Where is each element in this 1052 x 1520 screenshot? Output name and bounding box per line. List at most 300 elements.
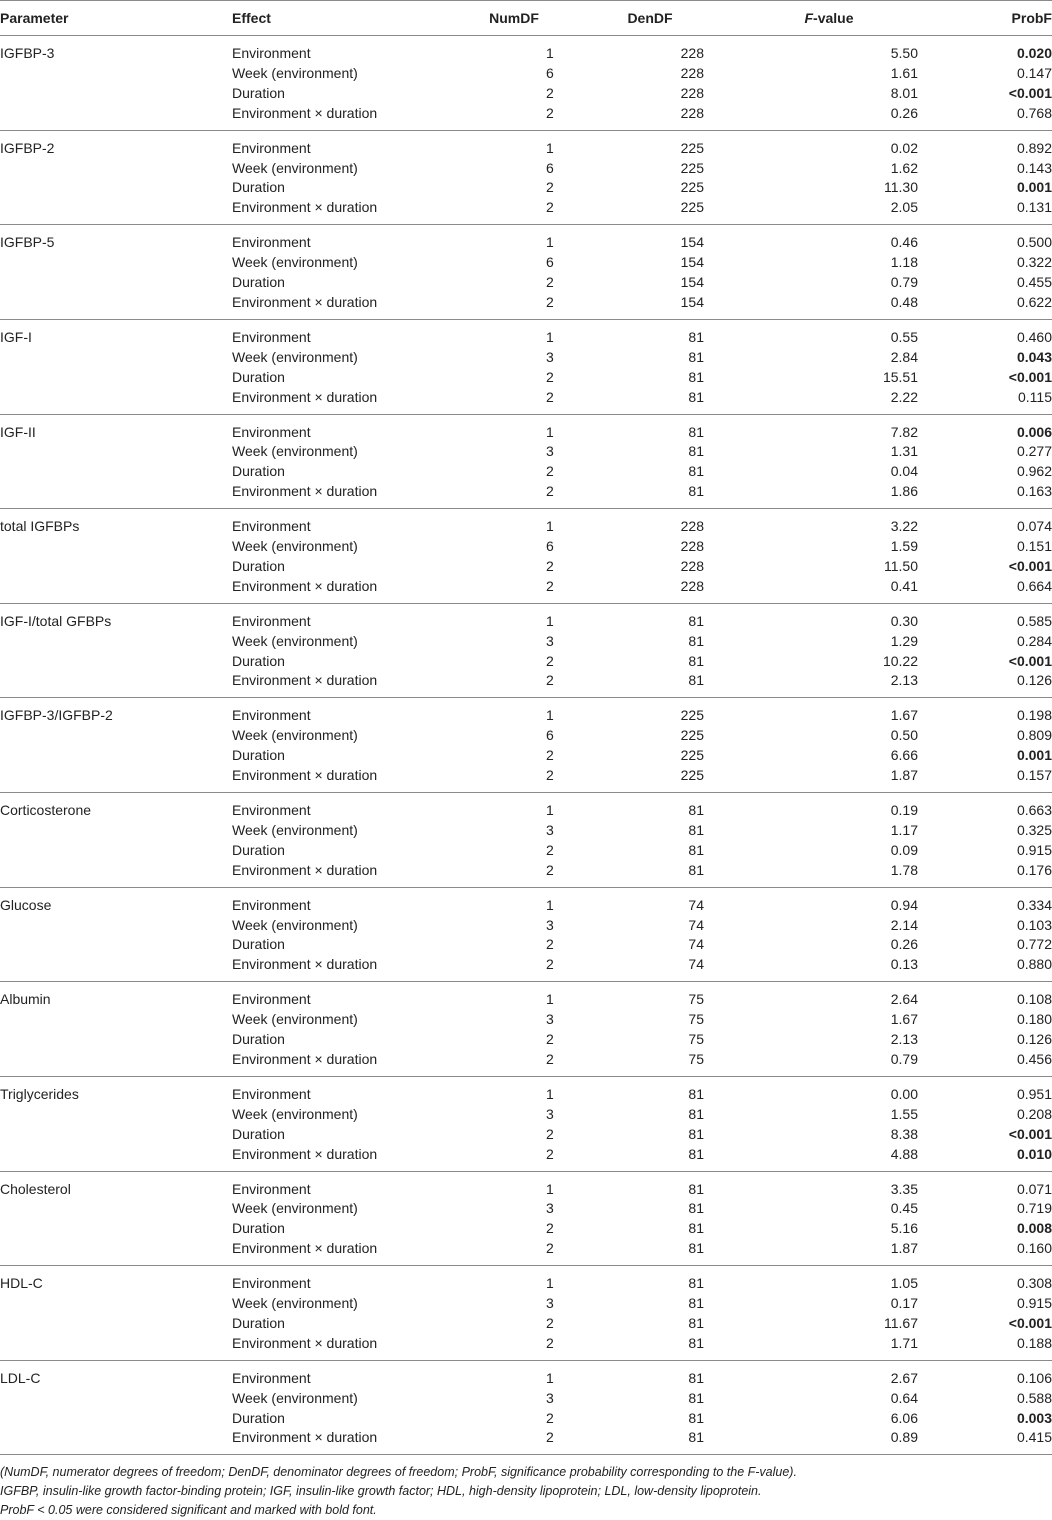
cell-parameter xyxy=(0,104,232,130)
cell-effect: Environment × duration xyxy=(232,1145,378,1162)
cell-probf: 0.664 xyxy=(1016,577,1052,594)
cell-parameter xyxy=(0,1294,232,1314)
table-row xyxy=(0,916,1052,936)
table-row xyxy=(0,178,1052,198)
cell-numdf: 1 xyxy=(546,896,554,913)
cell-dendf: 81 xyxy=(688,612,704,629)
cell-effect: Environment × duration xyxy=(232,672,378,689)
cell-dendf: 81 xyxy=(688,1334,704,1351)
cell-numdf: 3 xyxy=(546,1200,554,1217)
table-row xyxy=(0,1145,1052,1171)
cell-numdf: 3 xyxy=(546,1389,554,1406)
table-row xyxy=(0,793,1052,821)
cell-fvalue: 5.50 xyxy=(890,45,918,61)
cell-dendf: 81 xyxy=(688,1105,704,1122)
cell-parameter: Albumin xyxy=(0,991,51,1008)
cell-probf: 0.071 xyxy=(1016,1180,1052,1197)
cell-parameter xyxy=(0,253,232,273)
table-row xyxy=(0,1219,1052,1239)
cell-dendf: 225 xyxy=(680,159,704,176)
cell-parameter xyxy=(0,726,232,746)
cell-fvalue: 1.05 xyxy=(890,1275,918,1292)
cell-probf: 0.163 xyxy=(1016,483,1052,500)
table-row xyxy=(0,368,1052,388)
cell-parameter xyxy=(0,348,232,368)
header-numdf: NumDF xyxy=(468,1,560,36)
cell-parameter xyxy=(0,1389,232,1409)
header-effect: Effect xyxy=(232,1,468,36)
cell-fvalue: 0.46 xyxy=(890,234,918,251)
cell-numdf: 1 xyxy=(546,802,554,818)
cell-effect: Week (environment) xyxy=(232,1200,358,1217)
table-row xyxy=(0,348,1052,368)
cell-numdf: 1 xyxy=(546,612,554,629)
cell-dendf: 225 xyxy=(680,767,704,784)
table-row xyxy=(0,1105,1052,1125)
cell-effect: Environment × duration xyxy=(232,483,378,500)
cell-numdf: 1 xyxy=(546,234,554,251)
cell-numdf: 2 xyxy=(546,483,554,500)
cell-dendf: 81 xyxy=(688,1369,704,1386)
table-row xyxy=(0,982,1052,1010)
cell-numdf: 2 xyxy=(546,1220,554,1237)
cell-effect: Duration xyxy=(232,1409,285,1426)
cell-parameter xyxy=(0,1050,232,1076)
cell-effect: Environment xyxy=(232,423,311,440)
cell-probf: 0.768 xyxy=(1016,104,1052,121)
table-row xyxy=(0,1266,1052,1294)
cell-numdf: 2 xyxy=(546,767,554,784)
table-row xyxy=(0,1030,1052,1050)
cell-probf: 0.588 xyxy=(1016,1389,1052,1406)
cell-parameter xyxy=(0,482,232,508)
cell-numdf: 2 xyxy=(546,1409,554,1426)
cell-probf: 0.160 xyxy=(1016,1240,1052,1257)
cell-probf: 0.325 xyxy=(1016,821,1052,838)
table-row xyxy=(0,698,1052,726)
cell-fvalue: 0.00 xyxy=(890,1085,918,1102)
cell-fvalue: 0.04 xyxy=(890,463,918,480)
cell-parameter xyxy=(0,198,232,224)
table-row xyxy=(0,821,1052,841)
cell-probf: 0.126 xyxy=(1016,1031,1052,1048)
cell-dendf: 81 xyxy=(688,652,704,669)
cell-numdf: 6 xyxy=(546,727,554,744)
header-probf: ProbF xyxy=(918,1,1052,36)
cell-dendf: 75 xyxy=(688,1050,704,1067)
cell-numdf: 2 xyxy=(546,199,554,216)
cell-effect: Duration xyxy=(232,841,285,858)
cell-parameter: IGFBP-3 xyxy=(0,45,55,61)
table-row xyxy=(0,1171,1052,1199)
cell-numdf: 1 xyxy=(546,139,554,156)
cell-fvalue: 1.31 xyxy=(890,443,918,460)
cell-fvalue: 1.78 xyxy=(890,861,918,878)
cell-effect: Duration xyxy=(232,274,285,291)
cell-dendf: 154 xyxy=(680,234,704,251)
cell-effect: Environment × duration xyxy=(232,1050,378,1067)
cell-parameter xyxy=(0,1334,232,1360)
table-row xyxy=(0,1428,1052,1454)
cell-parameter: HDL-C xyxy=(0,1275,43,1292)
table-row xyxy=(0,84,1052,104)
cell-fvalue: 1.87 xyxy=(890,1240,918,1257)
cell-numdf: 2 xyxy=(546,1145,554,1162)
cell-numdf: 1 xyxy=(546,707,554,724)
cell-dendf: 81 xyxy=(688,1240,704,1257)
cell-parameter xyxy=(0,577,232,603)
table-row xyxy=(0,935,1052,955)
cell-dendf: 81 xyxy=(688,1125,704,1142)
header-fvalue-italic: F xyxy=(804,10,814,26)
table-row xyxy=(0,64,1052,84)
cell-effect: Environment xyxy=(232,328,311,345)
cell-dendf: 81 xyxy=(688,1145,704,1162)
cell-parameter xyxy=(0,1239,232,1265)
cell-fvalue: 2.84 xyxy=(890,348,918,365)
cell-effect: Duration xyxy=(232,1314,285,1331)
cell-fvalue: 8.38 xyxy=(890,1125,918,1142)
cell-effect: Week (environment) xyxy=(232,348,358,365)
cell-numdf: 3 xyxy=(546,348,554,365)
cell-probf: 0.020 xyxy=(1016,45,1052,61)
cell-probf: 0.131 xyxy=(1016,199,1052,216)
table-row xyxy=(0,1294,1052,1314)
cell-parameter xyxy=(0,841,232,861)
cell-numdf: 3 xyxy=(546,821,554,838)
table-row xyxy=(0,1050,1052,1076)
cell-parameter xyxy=(0,1145,232,1171)
cell-parameter xyxy=(0,557,232,577)
cell-parameter xyxy=(0,652,232,672)
table-row xyxy=(0,1076,1052,1104)
cell-numdf: 2 xyxy=(546,274,554,291)
cell-numdf: 1 xyxy=(546,423,554,440)
table-row xyxy=(0,414,1052,442)
cell-fvalue: 3.22 xyxy=(890,518,918,535)
cell-dendf: 81 xyxy=(688,821,704,838)
cell-parameter: LDL-C xyxy=(0,1369,41,1386)
cell-probf: 0.663 xyxy=(1016,802,1052,818)
cell-fvalue: 0.02 xyxy=(890,139,918,156)
header-row xyxy=(0,1,1052,36)
cell-fvalue: 2.13 xyxy=(890,672,918,689)
cell-parameter: Cholesterol xyxy=(0,1180,71,1197)
cell-dendf: 225 xyxy=(680,747,704,764)
cell-parameter xyxy=(0,368,232,388)
cell-probf: 0.772 xyxy=(1016,936,1052,953)
cell-effect: Week (environment) xyxy=(232,64,358,81)
cell-fvalue: 0.79 xyxy=(890,274,918,291)
cell-parameter xyxy=(0,84,232,104)
cell-dendf: 81 xyxy=(688,348,704,365)
cell-dendf: 228 xyxy=(680,64,704,81)
cell-numdf: 2 xyxy=(546,1429,554,1446)
cell-dendf: 154 xyxy=(680,254,704,271)
header-parameter: Parameter xyxy=(0,1,232,36)
cell-dendf: 74 xyxy=(688,936,704,953)
cell-parameter xyxy=(0,1409,232,1429)
cell-parameter: Glucose xyxy=(0,896,52,913)
cell-fvalue: 2.14 xyxy=(890,916,918,933)
cell-dendf: 74 xyxy=(688,916,704,933)
cell-effect: Environment × duration xyxy=(232,104,378,121)
cell-effect: Week (environment) xyxy=(232,538,358,555)
cell-dendf: 81 xyxy=(688,672,704,689)
cell-probf: 0.585 xyxy=(1016,612,1052,629)
cell-parameter xyxy=(0,1030,232,1050)
cell-dendf: 225 xyxy=(680,199,704,216)
cell-probf: 0.188 xyxy=(1016,1334,1052,1351)
cell-probf: 0.208 xyxy=(1016,1105,1052,1122)
cell-numdf: 1 xyxy=(546,1369,554,1386)
table-row xyxy=(0,841,1052,861)
parameter-group xyxy=(0,36,1052,131)
cell-numdf: 2 xyxy=(546,936,554,953)
parameter-group xyxy=(0,225,1052,320)
cell-dendf: 81 xyxy=(688,1389,704,1406)
cell-dendf: 75 xyxy=(688,991,704,1008)
table-row xyxy=(0,632,1052,652)
cell-numdf: 1 xyxy=(546,518,554,535)
table-row xyxy=(0,1389,1052,1409)
cell-effect: Environment xyxy=(232,1085,311,1102)
cell-numdf: 2 xyxy=(546,747,554,764)
cell-probf: 0.003 xyxy=(1016,1409,1052,1426)
cell-dendf: 81 xyxy=(688,443,704,460)
cell-parameter xyxy=(0,955,232,981)
cell-effect: Environment xyxy=(232,896,311,913)
cell-effect: Environment × duration xyxy=(232,1429,378,1446)
table-row xyxy=(0,1239,1052,1265)
cell-numdf: 2 xyxy=(546,841,554,858)
cell-numdf: 2 xyxy=(546,1240,554,1257)
cell-probf: <0.001 xyxy=(1008,1314,1052,1331)
cell-effect: Environment xyxy=(232,991,311,1008)
table-row xyxy=(0,577,1052,603)
cell-dendf: 228 xyxy=(680,104,704,121)
cell-dendf: 228 xyxy=(680,518,704,535)
cell-parameter xyxy=(0,671,232,697)
cell-parameter xyxy=(0,178,232,198)
cell-effect: Environment xyxy=(232,234,311,251)
cell-dendf: 81 xyxy=(688,1314,704,1331)
cell-probf: <0.001 xyxy=(1008,1125,1052,1142)
cell-dendf: 81 xyxy=(688,1085,704,1102)
cell-parameter xyxy=(0,273,232,293)
table-row xyxy=(0,1010,1052,1030)
parameter-group xyxy=(0,319,1052,414)
cell-dendf: 81 xyxy=(688,841,704,858)
cell-parameter xyxy=(0,766,232,792)
cell-dendf: 81 xyxy=(688,388,704,405)
cell-probf: 0.809 xyxy=(1016,727,1052,744)
cell-probf: <0.001 xyxy=(1008,84,1052,101)
cell-parameter: IGF-I xyxy=(0,328,32,345)
cell-numdf: 2 xyxy=(546,293,554,310)
table-row xyxy=(0,746,1052,766)
cell-fvalue: 1.59 xyxy=(890,538,918,555)
cell-effect: Week (environment) xyxy=(232,632,358,649)
header-fvalue-rest: -value xyxy=(813,10,854,26)
cell-effect: Week (environment) xyxy=(232,1011,358,1028)
cell-dendf: 228 xyxy=(680,577,704,594)
cell-effect: Environment × duration xyxy=(232,199,378,216)
cell-dendf: 74 xyxy=(688,896,704,913)
cell-probf: 0.006 xyxy=(1016,423,1052,440)
parameter-group xyxy=(0,130,1052,225)
cell-effect: Environment xyxy=(232,1180,311,1197)
cell-probf: 0.460 xyxy=(1016,328,1052,345)
cell-probf: 0.455 xyxy=(1016,274,1052,291)
cell-effect: Environment × duration xyxy=(232,1240,378,1257)
cell-probf: 0.915 xyxy=(1016,841,1052,858)
cell-numdf: 6 xyxy=(546,538,554,555)
table-row xyxy=(0,537,1052,557)
cell-parameter xyxy=(0,537,232,557)
cell-fvalue: 1.29 xyxy=(890,632,918,649)
parameter-group xyxy=(0,414,1052,509)
cell-dendf: 81 xyxy=(688,1429,704,1446)
cell-probf: 0.456 xyxy=(1016,1050,1052,1067)
parameter-group xyxy=(0,887,1052,982)
parameter-group xyxy=(0,698,1052,793)
cell-numdf: 2 xyxy=(546,1125,554,1142)
cell-fvalue: 3.35 xyxy=(890,1180,918,1197)
cell-dendf: 225 xyxy=(680,179,704,196)
cell-fvalue: 2.05 xyxy=(890,199,918,216)
cell-numdf: 6 xyxy=(546,159,554,176)
table-row xyxy=(0,104,1052,130)
cell-numdf: 2 xyxy=(546,1031,554,1048)
cell-numdf: 2 xyxy=(546,1334,554,1351)
cell-dendf: 74 xyxy=(688,956,704,973)
cell-probf: 0.010 xyxy=(1016,1145,1052,1162)
cell-probf: 0.622 xyxy=(1016,293,1052,310)
cell-numdf: 2 xyxy=(546,557,554,574)
cell-numdf: 2 xyxy=(546,104,554,121)
cell-dendf: 228 xyxy=(680,84,704,101)
cell-probf: 0.308 xyxy=(1016,1275,1052,1292)
cell-numdf: 3 xyxy=(546,1105,554,1122)
cell-fvalue: 1.67 xyxy=(890,1011,918,1028)
cell-probf: 0.892 xyxy=(1016,139,1052,156)
cell-fvalue: 5.16 xyxy=(890,1220,918,1237)
cell-parameter xyxy=(0,916,232,936)
cell-numdf: 6 xyxy=(546,64,554,81)
cell-dendf: 81 xyxy=(688,1409,704,1426)
table-row xyxy=(0,1334,1052,1360)
cell-fvalue: 6.66 xyxy=(890,747,918,764)
cell-effect: Environment × duration xyxy=(232,1334,378,1351)
cell-numdf: 3 xyxy=(546,1295,554,1312)
footnote-abbreviations-df: (NumDF, numerator degrees of freedom; DenDF, denominator degrees of freedom; ProbF, significance probability corresponding to the F-value). xyxy=(0,1465,797,1480)
cell-dendf: 154 xyxy=(680,293,704,310)
cell-effect: Duration xyxy=(232,179,285,196)
cell-fvalue: 1.17 xyxy=(890,821,918,838)
cell-dendf: 75 xyxy=(688,1011,704,1028)
cell-probf: 0.334 xyxy=(1016,896,1052,913)
cell-fvalue: 2.13 xyxy=(890,1031,918,1048)
cell-probf: <0.001 xyxy=(1008,652,1052,669)
cell-fvalue: 1.62 xyxy=(890,159,918,176)
cell-parameter xyxy=(0,442,232,462)
cell-effect: Week (environment) xyxy=(232,159,358,176)
cell-probf: 0.500 xyxy=(1016,234,1052,251)
cell-parameter xyxy=(0,159,232,179)
cell-numdf: 2 xyxy=(546,956,554,973)
cell-numdf: 1 xyxy=(546,328,554,345)
cell-numdf: 1 xyxy=(546,1085,554,1102)
cell-probf: <0.001 xyxy=(1008,368,1052,385)
cell-effect: Environment xyxy=(232,612,311,629)
cell-fvalue: 0.26 xyxy=(890,936,918,953)
cell-dendf: 81 xyxy=(688,1180,704,1197)
cell-probf: 0.284 xyxy=(1016,632,1052,649)
cell-numdf: 3 xyxy=(546,916,554,933)
cell-numdf: 2 xyxy=(546,1050,554,1067)
cell-fvalue: 2.64 xyxy=(890,991,918,1008)
cell-parameter: Corticosterone xyxy=(0,802,92,818)
cell-fvalue: 0.26 xyxy=(890,104,918,121)
table-row xyxy=(0,130,1052,158)
table-row xyxy=(0,652,1052,672)
cell-probf: 0.074 xyxy=(1016,518,1052,535)
cell-dendf: 75 xyxy=(688,1031,704,1048)
cell-parameter xyxy=(0,388,232,414)
cell-fvalue: 0.79 xyxy=(890,1050,918,1067)
cell-numdf: 2 xyxy=(546,388,554,405)
cell-parameter: IGFBP-2 xyxy=(0,139,55,156)
table-row xyxy=(0,159,1052,179)
cell-effect: Environment × duration xyxy=(232,956,378,973)
cell-probf: 0.719 xyxy=(1016,1200,1052,1217)
table-row xyxy=(0,462,1052,482)
cell-probf: 0.415 xyxy=(1016,1429,1052,1446)
cell-parameter xyxy=(0,1010,232,1030)
cell-numdf: 1 xyxy=(546,991,554,1008)
cell-fvalue: 0.13 xyxy=(890,956,918,973)
cell-parameter: IGFBP-3/IGFBP-2 xyxy=(0,707,113,724)
table-row xyxy=(0,557,1052,577)
cell-effect: Environment × duration xyxy=(232,861,378,878)
cell-probf: 0.180 xyxy=(1016,1011,1052,1028)
cell-fvalue: 0.30 xyxy=(890,612,918,629)
cell-parameter xyxy=(0,1314,232,1334)
table-header xyxy=(0,1,1052,36)
cell-effect: Environment xyxy=(232,139,311,156)
table-row xyxy=(0,442,1052,462)
cell-fvalue: 1.67 xyxy=(890,707,918,724)
cell-probf: 0.115 xyxy=(1018,388,1052,405)
cell-probf: 0.147 xyxy=(1016,64,1052,81)
cell-fvalue: 1.71 xyxy=(890,1334,918,1351)
table-row xyxy=(0,482,1052,508)
cell-fvalue: 0.64 xyxy=(890,1389,918,1406)
table-row xyxy=(0,603,1052,631)
header-fvalue xyxy=(740,1,918,36)
table-row xyxy=(0,253,1052,273)
cell-parameter xyxy=(0,746,232,766)
cell-dendf: 81 xyxy=(688,423,704,440)
cell-dendf: 81 xyxy=(688,1275,704,1292)
cell-parameter xyxy=(0,632,232,652)
cell-effect: Duration xyxy=(232,557,285,574)
cell-numdf: 2 xyxy=(546,672,554,689)
cell-numdf: 2 xyxy=(546,577,554,594)
cell-numdf: 3 xyxy=(546,632,554,649)
cell-effect: Week (environment) xyxy=(232,821,358,838)
